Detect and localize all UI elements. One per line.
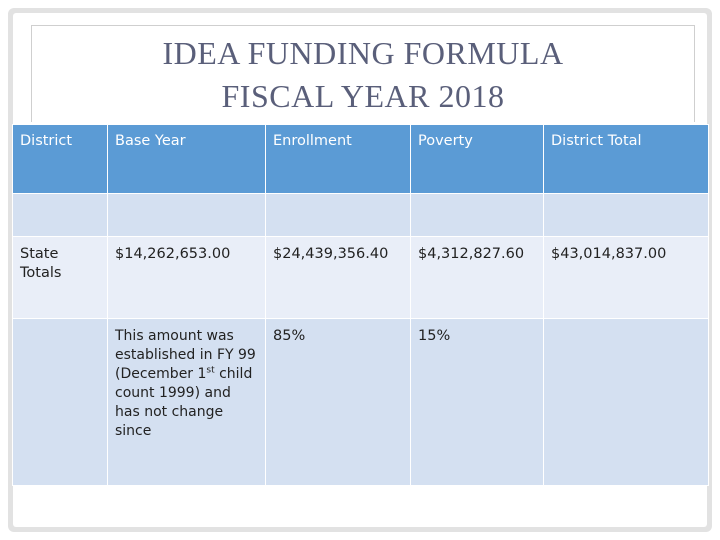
note-superscript: st: [206, 365, 215, 376]
note-text-rest: child count 1999) and has not change since: [115, 366, 253, 440]
table-cell: 85%: [266, 319, 411, 486]
header-row: [13, 125, 709, 194]
header-district: District: [13, 125, 108, 194]
table-cell: State Totals: [13, 237, 108, 319]
table-row: [13, 237, 709, 319]
header-district-total: District Total: [544, 125, 709, 194]
header-poverty: Poverty: [411, 125, 544, 194]
table-cell: [108, 193, 266, 236]
table-cell: $24,439,356.40: [266, 237, 411, 319]
table-row: [13, 319, 709, 486]
table-cell: [411, 193, 544, 236]
table-cell: $4,312,827.60: [411, 237, 544, 319]
slide-title: [32, 32, 694, 118]
header-base-year: Base Year: [108, 125, 266, 194]
table-cell: [13, 193, 108, 236]
table-cell: [266, 193, 411, 236]
table-cell: [544, 319, 709, 486]
table-cell: [13, 319, 108, 486]
table-cell: 15%: [411, 319, 544, 486]
table-cell: $43,014,837.00: [544, 237, 709, 319]
base-year-note: [108, 319, 266, 486]
title-box: [31, 25, 695, 122]
funding-table: [12, 124, 709, 486]
table-cell: $14,262,653.00: [108, 237, 266, 319]
title-line-1: IDEA FUNDING FORMULA: [162, 35, 564, 71]
header-enrollment: Enrollment: [266, 125, 411, 194]
title-line-2: FISCAL YEAR 2018: [221, 78, 505, 114]
table-cell: [544, 193, 709, 236]
note-text: This amount was established in FY 99 (December 1: [115, 328, 256, 383]
table-row: [13, 193, 709, 236]
